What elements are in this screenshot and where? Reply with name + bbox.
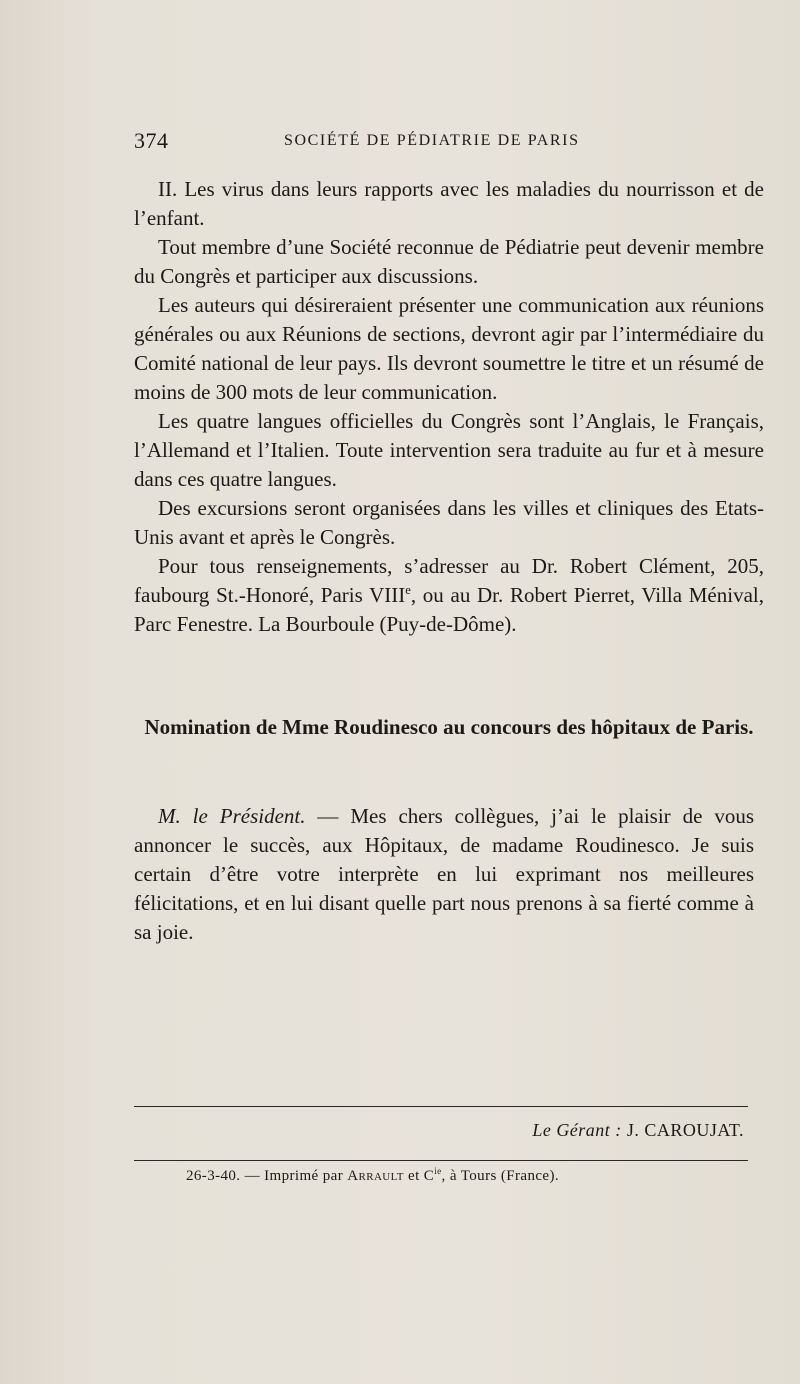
paragraph: Les quatre langues officielles du Congrès sont l’Anglais, le Français, l’Allemand et l’Italien. Toute intervention sera traduite au fur et à mesure dans ces quatre langues. bbox=[134, 409, 764, 491]
imprint-text: et C bbox=[403, 1168, 435, 1184]
imprint-text: , à Tours (France). bbox=[441, 1168, 560, 1184]
paragraph-text: Pour tous renseignements, s’adresser au Dr. Robert Clément, 205, faubourg St.-Honoré, Paris VIII bbox=[134, 554, 764, 607]
speech-block bbox=[134, 802, 754, 947]
speaker-name: M. le Président. bbox=[158, 804, 306, 828]
printer-imprint bbox=[186, 1168, 559, 1185]
divider bbox=[134, 1160, 748, 1161]
paragraph: Tout membre d’une Société reconnue de Pédiatrie peut devenir membre du Congrès et participer aux discussions. bbox=[134, 235, 764, 288]
paragraph: Les auteurs qui désireraient présenter une communication aux réunions générales ou aux Réunions de sections, devront agir par l’intermédiaire du Comité national de leur pays. Ils devront soumettre le titre et un résumé de moins de 300 mots de leur communication. bbox=[134, 293, 764, 404]
paragraph: II. Les virus dans leurs rapports avec les maladies du nourrisson et de l’enfant. bbox=[134, 177, 764, 230]
speech-text: — Mes chers collègues, j’ai le plaisir de vous annoncer le succès, aux Hôpitaux, de madame Roudinesco. Je suis certain d’être votre interprète en lui exprimant nos meilleures félicitations, et en lui disant quelle part nous prenons à sa fierté comme à sa joie. bbox=[134, 804, 754, 944]
paragraph bbox=[134, 552, 764, 639]
superscript: e bbox=[405, 583, 411, 597]
printer-name: Arrault bbox=[347, 1168, 404, 1184]
section-title: Nomination de Mme Roudinesco au concours des hôpitaux de Paris. bbox=[144, 715, 754, 739]
imprint-text: 26-3-40. — Imprimé par bbox=[186, 1168, 348, 1184]
body-text bbox=[134, 175, 764, 639]
paragraph: Des excursions seront organisées dans les villes et cliniques des Etats-Unis avant et après le Congrès. bbox=[134, 496, 764, 549]
gerant-signature bbox=[532, 1120, 744, 1141]
gerant-name: J. CAROUJAT. bbox=[626, 1120, 744, 1140]
page-number: 374 bbox=[134, 128, 169, 153]
page-header bbox=[134, 128, 774, 158]
paragraph bbox=[134, 802, 754, 947]
running-head: SOCIÉTÉ DE PÉDIATRIE DE PARIS bbox=[284, 132, 580, 149]
paragraph-text: , ou au Dr. Robert Pierret, Villa Ménival, Parc Fenestre. La Bourboule (Puy-de-Dôme). bbox=[134, 583, 764, 636]
gerant-role: Le Gérant : bbox=[532, 1120, 622, 1140]
divider bbox=[134, 1106, 748, 1107]
superscript: ie bbox=[434, 1166, 442, 1176]
